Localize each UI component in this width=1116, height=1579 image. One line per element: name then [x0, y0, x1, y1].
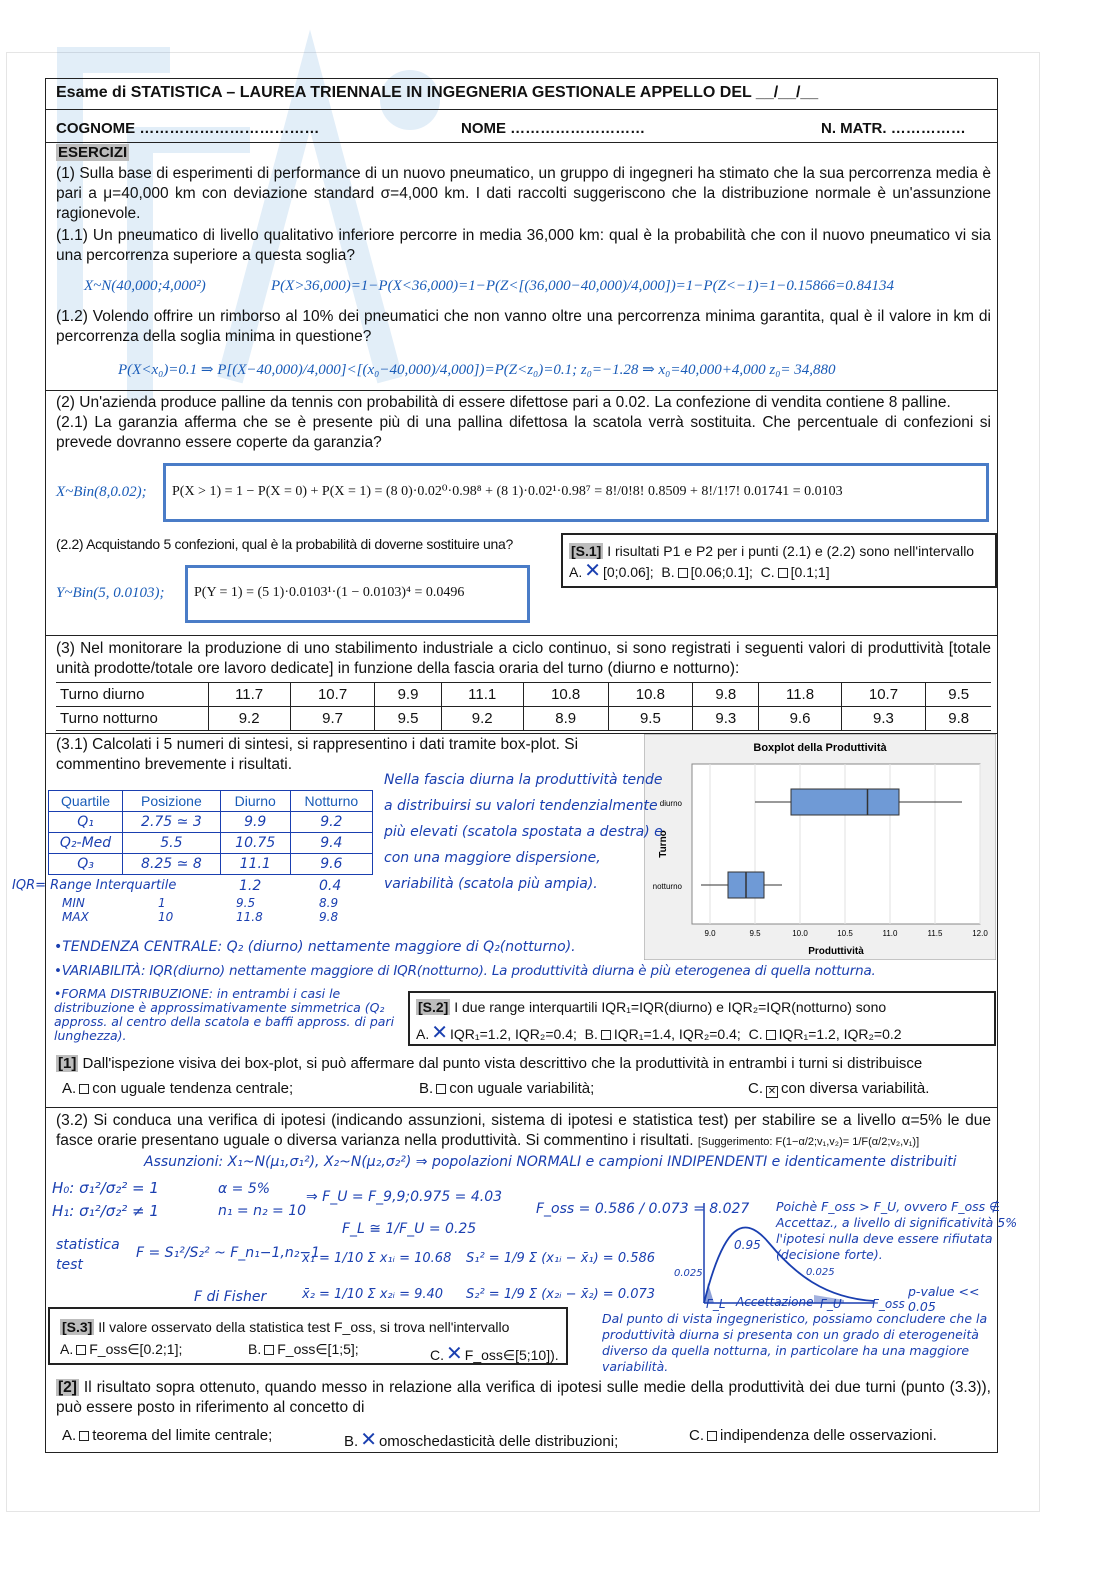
table-header	[49, 791, 373, 812]
x-tick-label: 11.0	[882, 929, 898, 938]
table-cell: 10.7	[841, 683, 926, 707]
ex2-s22-dist: Y~Bin(5, 0.0103);	[56, 585, 165, 601]
x-tick-label: 12.0	[972, 929, 988, 938]
checkbox-icon	[678, 568, 688, 578]
table-row: Q₁ 2.75 ≃ 3 9.9 9.2	[49, 812, 373, 833]
header-cell: Posizione	[123, 791, 221, 812]
f-fisher: F di Fisher	[194, 1289, 267, 1305]
ex2-q22: (2.2) Acquistando 5 confezioni, qual è la probabilità di doverne sostituire una?	[56, 536, 513, 552]
tendenza-centrale: •TENDENZA CENTRALE: Q₂ (diurno) nettamente maggiore di Q₂(notturno).	[54, 939, 576, 955]
s2-option-a[interactable]: A. ✕ IQR₁=1.2, IQR₂=0.4;	[416, 1022, 577, 1044]
q1-text: Dall'ispezione visiva dei box-plot, si può affermare dal punto vista descrittivo che la produttività in entrambi i turni si distribuisce	[82, 1055, 923, 1072]
max-diurno: 11.8	[236, 910, 263, 924]
iqr-diurno: 1.2	[239, 878, 262, 894]
ex1-s11-dist: X~N(40,000;4,000²)	[84, 278, 206, 294]
ex3-q32: (3.2) Si conduca una verifica di ipotesi (indicando assunzioni, sistema di ipotesi e statistica test) per stabilire se a livello α=5% le due fasce orarie presentano uguale o diversa varianza nella produttività. Si commentino i risultati.	[56, 1112, 991, 1149]
ex2-s21-dist: X~Bin(8,0.02);	[56, 484, 147, 500]
table-cell: 10.8	[523, 683, 608, 707]
h0: H₀: σ₁²/σ₂² = 1	[52, 1179, 159, 1197]
mean-diurno: x̄₁ = 1/10 Σ x₁ᵢ = 10.68	[302, 1251, 452, 1266]
table-cell: 8.9	[523, 707, 608, 731]
conclusione-ingegneristica: Dal punto di vista ingegneristico, possiamo concludere che la produttività diurna si presenta con un grado di eterogeneità diverso da quella notturna, in particolare ha una maggiore variabilità.	[602, 1311, 988, 1374]
x-tick-label: 11.5	[927, 929, 943, 938]
boxplot-chart	[644, 734, 996, 960]
statistica-test-label: statistica test	[56, 1237, 120, 1273]
table-cell: 10.7	[290, 683, 375, 707]
quartile-table	[48, 790, 373, 875]
y-tick-notturno: notturno	[652, 882, 682, 891]
table-cell: 9.6	[759, 707, 841, 731]
checked-x-icon: ✕	[584, 560, 601, 582]
checked-box-icon: ✕	[767, 1086, 777, 1097]
q1-option-c[interactable]: C. ✕ con diversa variabilità.	[748, 1080, 930, 1097]
s3-option-b[interactable]: B. F_oss∈[1;5];	[248, 1341, 359, 1357]
table-cell: 9.2	[208, 707, 290, 731]
checkbox-icon	[76, 1345, 86, 1355]
min-label: MIN	[62, 896, 85, 910]
max-notturno: 9.8	[319, 910, 339, 924]
alpha: α = 5%	[218, 1181, 271, 1197]
plot-area	[692, 764, 980, 924]
p-value: p-value << 0.05	[908, 1284, 980, 1314]
table-cell: 11.7	[208, 683, 290, 707]
s3-option-a[interactable]: A. F_oss∈[0.2;1];	[60, 1341, 183, 1357]
s2-option-b[interactable]: B. IQR₁=1.4, IQR₂=0.4;	[584, 1026, 741, 1042]
table-row: Q₃ 8.25 ≃ 8 11.1 9.6	[49, 854, 373, 875]
prob-left: 0.025	[674, 1268, 703, 1279]
min-notturno: 8.9	[319, 896, 339, 910]
max-label: MAX	[62, 910, 89, 924]
productivity-table	[56, 682, 991, 731]
q1-option-b[interactable]: B. con uguale variabilità;	[419, 1080, 595, 1097]
esercizi-label: ESERCIZI	[58, 144, 128, 161]
y-tick-diurno: diurno	[659, 799, 682, 808]
prob-right: 0.025	[806, 1267, 835, 1278]
ex2-s21-formula: P(X > 1) = 1 − P(X = 0) + P(X = 1) = (8 0)·0.02⁰·0.98⁸ + (8 1)·0.02¹·0.98⁷ = 8!/0!8! 0.8509 + 8!/1!7! 0.01741 = 0.0103	[172, 484, 843, 499]
sample-size: n₁ = n₂ = 10	[218, 1203, 307, 1219]
checkbox-icon	[436, 1084, 446, 1094]
s1-option-b[interactable]: B. [0.06;0.1];	[661, 564, 753, 580]
table-cell: 9.2	[441, 707, 523, 731]
ex2-s22-formula: P(Y = 1) = (5 1)·0.0103¹·(1 − 0.0103)⁴ = 0.0496	[194, 585, 465, 600]
min-diurno: 9.5	[236, 896, 256, 910]
fu-label: F_U	[820, 1297, 842, 1311]
table-row	[56, 707, 991, 731]
iqr-label: IQR= Range Interquartile	[12, 878, 177, 893]
ex2-s21-box	[163, 463, 989, 522]
f-formula: F = S₁²/S₂² ~ F_n₁−1,n₂−1	[136, 1245, 321, 1261]
ex1-s12-solution: P(X<x₀)=0.1 ⇒ P[(X−40,000)/4,000]<[(x₀−40,000)/4,000])=P(Z<z₀)=0.1; z₀=−1.28 ⇒ x₀=40,000+4,000 z₀= 34,880	[118, 362, 836, 378]
table-cell: 9.8	[926, 707, 991, 731]
var-diurno: S₁² = 1/9 Σ (x₁ᵢ − x̄₁) = 0.586	[466, 1251, 656, 1266]
prob-center: 0.95	[734, 1238, 761, 1252]
x-axis-label: Produttività	[808, 946, 864, 957]
header-cell: Notturno	[290, 791, 372, 812]
s2-option-c[interactable]: C. IQR₁=1.2, IQR₂=0.2	[748, 1026, 902, 1042]
checkbox-icon	[766, 1030, 776, 1040]
ex2-text: (2) Un'azienda produce palline da tennis con probabilità di essere difettose pari a 0.02. La confezione di vendita contiene 8 palline.	[56, 394, 951, 411]
s1-option-c[interactable]: C. [0.1;1]	[760, 564, 830, 580]
x-tick-label: 9.0	[704, 929, 716, 938]
table-cell: 9.9	[375, 683, 441, 707]
header-cell: Quartile	[49, 791, 123, 812]
s3-option-c[interactable]: C. ✕ F_oss∈[5;10]).	[430, 1343, 559, 1365]
table-cell: 9.5	[375, 707, 441, 731]
s3-box	[48, 1307, 568, 1365]
ex3-q31: (3.1) Calcolati i 5 numeri di sintesi, si rappresentino i dati tramite box-plot. Si commentino brevemente i risultati.	[56, 736, 579, 773]
row-label: Turno notturno	[60, 710, 158, 727]
mean-notturno: x̄₂ = 1/10 Σ x₂ᵢ = 9.40	[302, 1287, 444, 1302]
s2-label: [S.2]	[418, 999, 449, 1015]
table-cell: 9.7	[290, 707, 375, 731]
checked-x-icon: ✕	[431, 1022, 448, 1044]
f-lower: F_L ≅ 1/F_U = 0.25	[342, 1221, 477, 1237]
x-tick-label: 9.5	[749, 929, 761, 938]
table-cell: 9.3	[841, 707, 926, 731]
table-cell: 11.1	[441, 683, 523, 707]
variabilita: •VARIABILITÀ: IQR(diurno) nettamente maggiore di IQR(notturno). La produttività diurna è più eterogenea di quella notturna.	[54, 963, 876, 979]
s3-text: Il valore osservato della statistica test F_oss, si trova nell'intervallo	[98, 1319, 510, 1335]
ex2-s22-box	[185, 565, 530, 623]
cognome-field[interactable]: COGNOME ………………………………	[56, 120, 320, 137]
var-notturno: S₂² = 1/9 Σ (x₂ᵢ − x̄₂) = 0.073	[466, 1287, 656, 1302]
matricola-field[interactable]: N. MATR. ……………	[821, 120, 966, 137]
checkbox-icon	[778, 568, 788, 578]
checkbox-icon	[601, 1030, 611, 1040]
table-cell: 10.8	[608, 683, 693, 707]
acc-label: Accettazione	[736, 1295, 814, 1309]
s1-box	[561, 533, 997, 588]
assunzioni: Assunzioni: X₁~N(μ₁,σ₁²), X₂~N(μ₂,σ₂²) ⇒ popolazioni NORMALI e campioni INDIPENDENTI e identicamente distribuiti	[144, 1154, 957, 1170]
q1-label: [1]	[58, 1055, 77, 1072]
ex1-q12: (1.2) Volendo offrire un rimborso al 10% dei pneumatici che non vanno oltre una percorrenza minima garantita, qual è il valore in km di percorrenza della soglia minima in questione?	[56, 308, 991, 345]
table-cell: 11.8	[759, 683, 841, 707]
s3-label: [S.3]	[62, 1319, 93, 1335]
ex1-text: (1) Sulla base di esperimenti di performance di un nuovo pneumatico, un gruppo di ingegneri ha stimato che la sua percorrenza media è pari a μ=40,000 km con deviazione standard σ=4,000 km. I dati raccolti suggeriscono che la distribuzione normale è un'assunzione ragionevole.	[56, 165, 991, 222]
min-pos: 1	[158, 896, 166, 910]
s2-box	[408, 991, 996, 1046]
ex3-q32-hint: [Suggerimento: F(1−α/2;v₁,v₂)= 1/F(α/2;v₂,v₁)]	[697, 1136, 920, 1148]
fl-label: F_L	[706, 1297, 726, 1311]
checked-x-icon: ✕	[446, 1343, 463, 1365]
exam-sheet	[12, 78, 1018, 1453]
checked-x-icon: ✕	[360, 1429, 377, 1451]
s1-label: [S.1]	[571, 543, 602, 559]
s2-text: I due range interquartili IQR₁=IQR(diurno) e IQR₂=IQR(notturno) sono	[454, 999, 887, 1015]
checkbox-icon	[264, 1345, 274, 1355]
q2-option-c[interactable]: C. indipendenza delle osservazioni.	[689, 1427, 937, 1444]
y-axis-label: Turno	[658, 830, 669, 858]
box-iqr	[791, 789, 899, 815]
q1-option-a[interactable]: A. con uguale tendenza centrale;	[62, 1080, 294, 1097]
ex1-s11-solution: P(X>36,000)=1−P(X<36,000)=1−P(Z<[(36,000−40,000)/4,000])=1−P(Z<−1)=1−0.15866=0.84134	[271, 278, 895, 294]
h1: H₁: σ₁²/σ₂² ≠ 1	[52, 1202, 159, 1220]
conclusione: Poichè F_oss > F_U, ovvero F_oss ∉ Accettaz., a livello di significatività 5% l'ipotesi nulla deve essere rifiutata (decisione forte).	[776, 1199, 1018, 1262]
ex3-text: (3) Nel monitorare la produzione di uno stabilimento industriale a ciclo continuo, si sono registrati i seguenti valori di produttività [totale unità prodotte/totale ore lavoro dedicate] in funzione della fascia oraria del turno (diurno e notturno):	[56, 640, 991, 677]
table-cell: 9.3	[693, 707, 759, 731]
q2-text: Il risultato sopra ottenuto, quando messo in relazione alla verifica di ipotesi sulle medie della produttività dei due turni (punto (3.3)), può essere posto in riferimento al concetto di	[56, 1379, 991, 1416]
checkbox-icon	[707, 1431, 717, 1441]
q2-label: [2]	[58, 1379, 77, 1396]
hand-comment: Nella fascia diurna la produttività tende a distribuirsi su valori tendenzialmente più elevati (scatola spostata a destra) e con una maggiore dispersione, variabilità (scatola più ampia).	[384, 772, 663, 892]
row-label: Turno diurno	[60, 686, 145, 703]
checkbox-icon	[79, 1084, 89, 1094]
x-tick-label: 10.5	[837, 929, 853, 938]
max-pos: 10	[158, 910, 174, 924]
f-upper: ⇒ F_U = F_9,9;0.975 = 4.03	[306, 1189, 503, 1205]
header-cell: Diurno	[220, 791, 290, 812]
ex2-q21: (2.1) La garanzia afferma che se è presente più di una pallina difettosa la scatola verrà sostituita. Che percentuale di confezioni si prevede dovranno essere coperte da garanzia?	[56, 414, 991, 451]
exam-title: Esame di STATISTICA – LAUREA TRIENNALE IN INGEGNERIA GESTIONALE APPELLO DEL __/__/__	[56, 84, 819, 101]
table-cell: 9.5	[608, 707, 693, 731]
table-cell: 9.8	[693, 683, 759, 707]
x-tick-label: 10.0	[792, 929, 808, 938]
table-row: Q₂-Med 5.5 10.75 9.4	[49, 833, 373, 854]
q2-option-a[interactable]: A. teorema del limite centrale;	[62, 1427, 273, 1444]
table-row	[56, 683, 991, 707]
iqr-notturno: 0.4	[319, 878, 342, 894]
chart-title: Boxplot della Produttività	[753, 742, 887, 754]
checkbox-icon	[79, 1431, 89, 1441]
forma-distribuzione: •FORMA DISTRIBUZIONE: in entrambi i casi le distribuzione è approssimativamente simmetrica (Q₂ appross. al centro della scatola e baffi appross. di pari lunghezza).	[54, 986, 395, 1043]
foss-label: F_oss	[872, 1297, 905, 1311]
ex1-q11: (1.1) Un pneumatico di livello qualitativo inferiore percorre in media 36,000 km: qual è la probabilità che con il nuovo pneumatico vi sia una percorrenza superiore a questa soglia?	[56, 227, 991, 264]
table-cell: 9.5	[926, 683, 991, 707]
nome-field[interactable]: NOME ………………………	[461, 120, 646, 137]
s1-text: I risultati P1 e P2 per i punti (2.1) e (2.2) sono nell'intervallo	[607, 543, 975, 559]
s1-option-a[interactable]: A. ✕ [0;0.06];	[569, 560, 654, 582]
f-observed: F_oss = 0.586 / 0.073 = 8.027	[536, 1201, 750, 1217]
q2-option-b[interactable]: B. ✕ omoschedasticità delle distribuzioni;	[344, 1429, 619, 1451]
